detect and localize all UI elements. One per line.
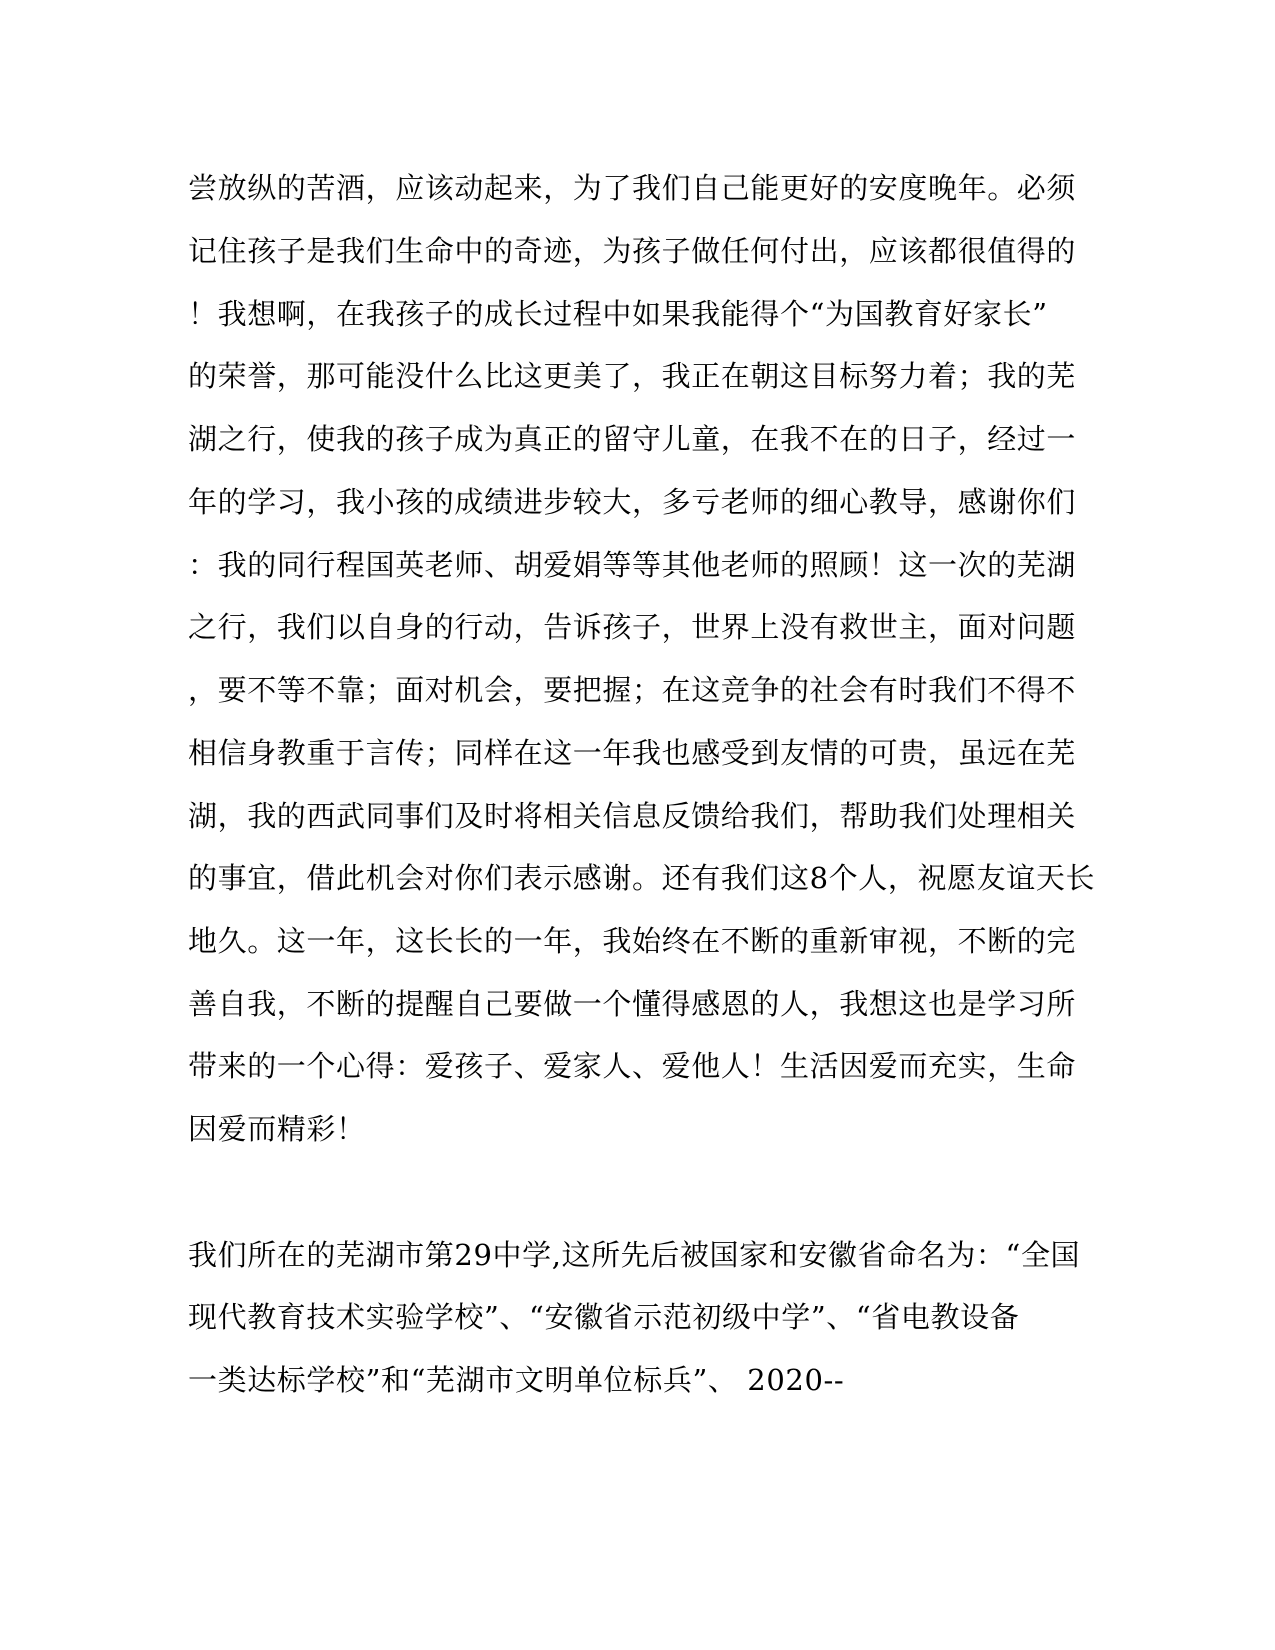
text-line: 湖，我的西武同事们及时将相关信息反馈给我们，帮助我们处理相关	[188, 799, 1077, 833]
text-line: 我们所在的芜湖市第29中学,这所先后被国家和安徽省命名为：“全国	[188, 1238, 1081, 1272]
text-line: 相信身教重于言传；同样在这一年我也感受到友情的可贵，虽远在芜	[188, 736, 1077, 770]
text-line: ，要不等不靠；面对机会，要把握；在这竞争的社会有时我们不得不	[188, 673, 1077, 707]
text-line: 一类达标学校”和“芜湖市文明单位标兵”、 2020--	[188, 1363, 845, 1397]
text-line: ：我的同行程国英老师、胡爱娟等等其他老师的照顾！这一次的芜湖	[188, 548, 1077, 582]
text-line: 现代教育技术实验学校”、“安徽省示范初级中学”、“省电教设备	[188, 1300, 1020, 1334]
text-line: 记住孩子是我们生命中的奇迹，为孩子做任何付出，应该都很值得的	[188, 234, 1077, 268]
text-line: 尝放纵的苦酒，应该动起来，为了我们自己能更好的安度晚年。必须	[188, 171, 1077, 205]
text-line: ！我想啊，在我孩子的成长过程中如果我能得个“为国教育好家长”	[188, 297, 1048, 331]
text-line: 地久。这一年，这长长的一年，我始终在不断的重新审视，不断的完	[188, 924, 1077, 958]
text-line: 之行，我们以自身的行动，告诉孩子，世界上没有救世主，面对问题	[188, 610, 1077, 644]
text-line: 的荣誉，那可能没什么比这更美了，我正在朝这目标努力着；我的芜	[188, 359, 1077, 393]
text-line: 的事宜，借此机会对你们表示感谢。还有我们这8个人，祝愿友谊天长	[188, 861, 1096, 895]
text-line: 因爱而精彩！	[188, 1112, 366, 1146]
text-line: 善自我，不断的提醒自己要做一个懂得感恩的人，我想这也是学习所	[188, 987, 1077, 1021]
text-line: 年的学习，我小孩的成绩进步较大，多亏老师的细心教导，感谢你们	[188, 485, 1077, 519]
text-line: 带来的一个心得：爱孩子、爱家人、爱他人！生活因爱而充实，生命	[188, 1049, 1077, 1083]
text-line: 湖之行，使我的孩子成为真正的留守儿童，在我不在的日子，经过一	[188, 422, 1077, 456]
